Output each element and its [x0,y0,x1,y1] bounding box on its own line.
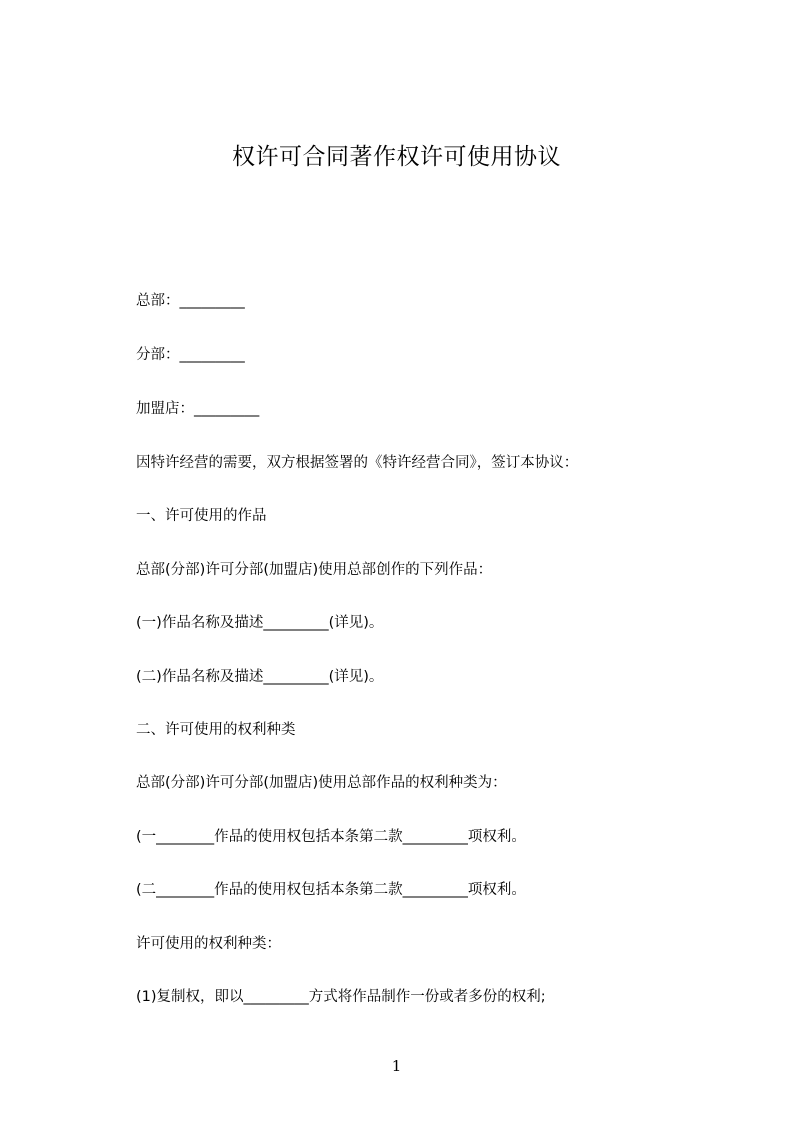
list-item-right-2: (二________作品的使用权包括本条第二款_________项权利。 [136,882,526,898]
paragraph-rights-types-label: 许可使用的权利种类： [136,936,281,952]
party-branch-line: 分部：_________ [136,347,245,363]
list-item-reproduction-right: (1)复制权，即以_________方式将作品制作一份或者多份的权利; [136,989,546,1005]
page-number: 1 [391,1057,402,1075]
section-heading-rights-types: 二、许可使用的权利种类 [136,722,296,738]
document-title: 权许可合同著作权许可使用协议 [232,144,561,170]
party-headquarters-line: 总部：_________ [136,293,245,309]
paragraph-rights-intro: 总部(分部)许可分部(加盟店)使用总部作品的权利种类为： [136,775,507,791]
section-heading-licensed-works: 一、许可使用的作品 [136,508,267,524]
party-franchisee-line: 加盟店：_________ [136,401,260,417]
preamble-paragraph: 因特许经营的需要，双方根据签署的《特许经营合同》，签订本协议： [136,455,579,471]
list-item-work-2: (二)作品名称及描述_________(详见)。 [136,669,384,685]
paragraph-licensed-works-intro: 总部(分部)许可分部(加盟店)使用总部创作的下列作品： [136,562,493,578]
list-item-work-1: (一)作品名称及描述_________(详见)。 [136,615,384,631]
list-item-right-1: (一________作品的使用权包括本条第二款_________项权利。 [136,829,526,845]
